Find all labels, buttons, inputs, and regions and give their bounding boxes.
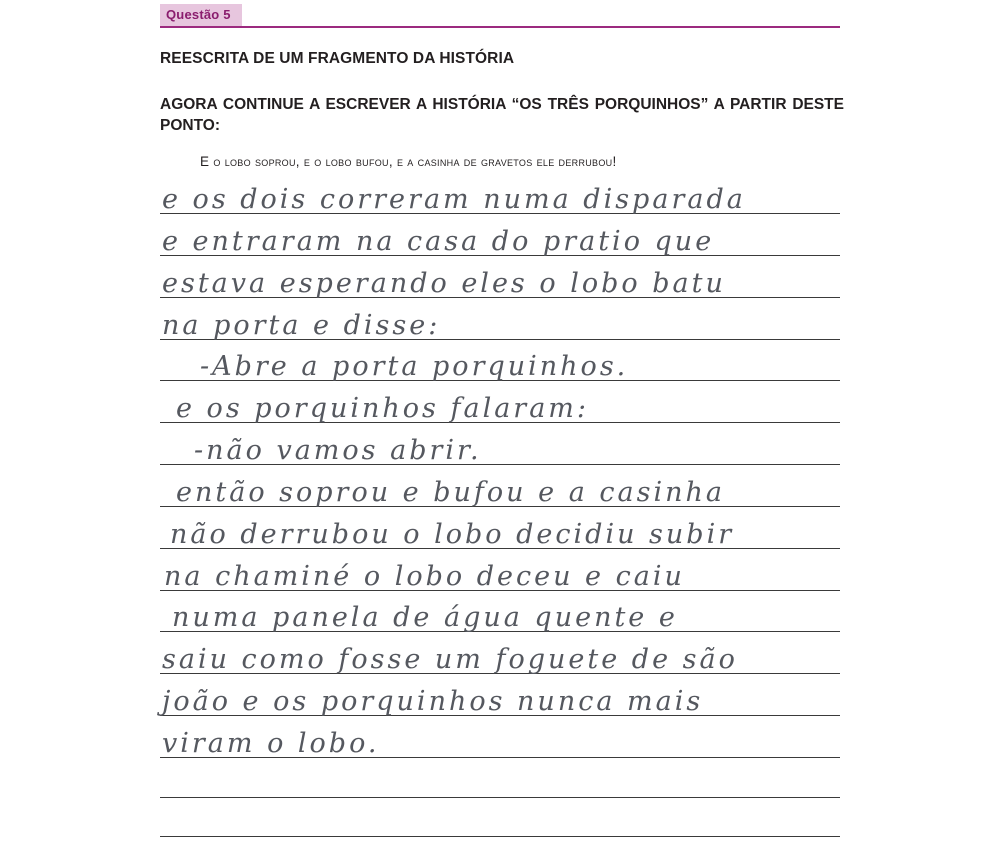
handwritten-line: e os porquinhos falaram: xyxy=(176,393,590,424)
handwritten-line: viram o lobo. xyxy=(162,728,380,759)
header-rule xyxy=(160,26,840,28)
question-tag xyxy=(160,4,242,26)
handwritten-line: então soprou e bufou e a casinha xyxy=(176,477,725,508)
handwritten-line: saiu como fosse um foguete de são xyxy=(162,644,738,675)
handwritten-line: não derrubou o lobo decidiu subir xyxy=(170,519,735,550)
prompt-text: AGORA CONTINUE A ESCREVER A HISTÓRIA “OS TRÊS PORQUINHOS” A PARTIR DESTE PONTO: xyxy=(160,96,844,134)
handwritten-line: -Abre a porta porquinhos. xyxy=(200,351,629,382)
writing-rule xyxy=(160,836,840,837)
handwritten-line: estava esperando eles o lobo batu xyxy=(162,268,726,299)
handwritten-line: numa panela de água quente e xyxy=(172,602,678,633)
section-title: REESCRITA DE UM FRAGMENTO DA HISTÓRIA xyxy=(160,50,515,67)
story-starting-line: E o lobo soprou, e o lobo bufou, e a casinha de gravetos ele derrubou! xyxy=(200,154,617,169)
handwritten-line: -não vamos abrir. xyxy=(194,435,482,466)
handwritten-line: na porta e disse: xyxy=(162,310,441,341)
handwritten-line: joão e os porquinhos nunca mais xyxy=(162,686,704,717)
handwritten-line: e os dois correram numa disparada xyxy=(162,184,746,215)
writing-rule xyxy=(160,797,840,798)
handwritten-line: na chaminé o lobo deceu e caiu xyxy=(164,561,685,592)
question-tag-label: Questão 5 xyxy=(166,7,231,22)
handwritten-line: e entraram na casa do pratio que xyxy=(162,226,715,257)
